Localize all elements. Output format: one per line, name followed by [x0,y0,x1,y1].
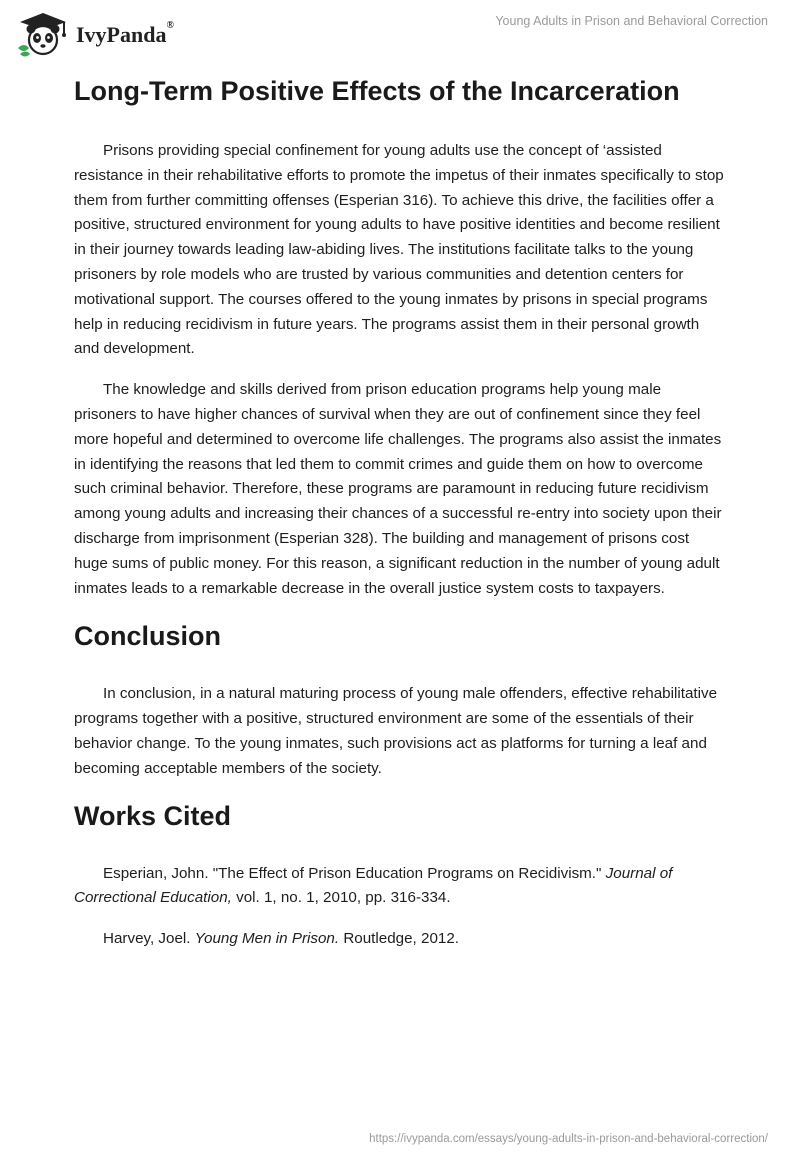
brand-name: IvyPanda® [76,20,174,47]
paragraph: The knowledge and skills derived from prison education programs help young male prisoners to have higher chances of survival when they are out of confinement since they feel more hopeful and determined to overcome life challenges. The programs also assist the inmates in identifying the reasons that led them to commit crimes and guide them on how to overcome such criminal behavior. Therefore, these programs are paramount in reducing future recidivism among young adults and increasing their chances of a successful re-entry into society upon their discharge from imprisonment (Esperian 328). The building and management of prisons cost huge sums of public money. For this reason, a significant reduction in the number of young adult inmates leads to a remarkable decrease in the overall justice system costs to taxpayers. [74,381,722,597]
running-title: Young Adults in Prison and Behavioral Correction [495,14,768,28]
paragraph: In conclusion, in a natural maturing process of young male offenders, effective rehabilitative programs together with a positive, structured environment are some of the essentials of their behavior change. To the young inmates, such provisions act as platforms for turning a leaf and becoming acceptable members of the society. [74,685,718,777]
ivypanda-logo[interactable] [14,8,194,58]
section-heading-long-term-effects: Long-Term Positive Effects of the Incarceration [74,76,680,106]
citation-entry: Esperian, John. "The Effect of Prison Education Programs on Recidivism." Journal of Correctional Education, vol. 1, no. 1, 2010, pp. 316-334. [74,864,673,907]
section-heading-works-cited: Works Cited [74,800,232,831]
source-url[interactable]: https://ivypanda.com/essays/young-adults-in-prison-and-behavioral-correction/ [369,1133,768,1145]
citation-entry: Harvey, Joel. Young Men in Prison. Routledge, 2012. [103,930,459,948]
essay-content [74,72,724,952]
panda-graduate-icon [14,8,72,58]
paragraph: Prisons providing special confinement for young adults use the concept of ‘assisted resistance in their rehabilitative efforts to promote the impetus of their inmates specifically to stop them from further committing offenses (Esperian 316). To achieve this drive, the facilities offer a positive, structured environment for young adults to have positive identities and become resilient in their journey towards leading law-abiding lives. The institutions facilitate talks to the young prisoners by role models who are trusted by various communities and detention centers for motivational support. The courses offered to the young inmates by prisons in special programs help in reducing recidivism in future years. The programs assist them in their personal growth and development. [74,142,724,358]
page-header [0,0,800,66]
section-heading-conclusion: Conclusion [74,621,221,652]
